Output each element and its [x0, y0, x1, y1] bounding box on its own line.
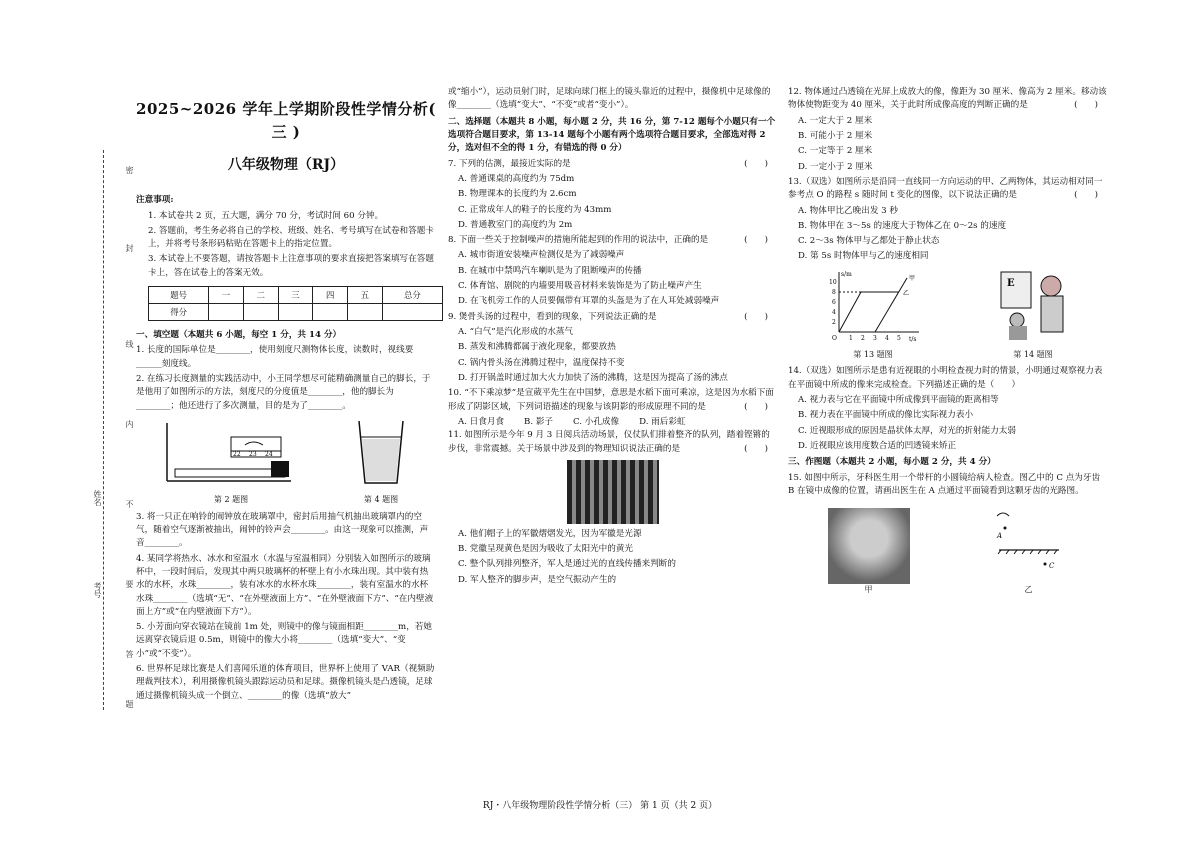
question-2: 2. 在练习长度测量的实践活动中，小王同学想尽可能精确测量自己的脚长，于是他用了如图所示的方法，刻度尺的分度值是________，他的脚长为________；他还进行了多次测量，目的是为了________。: [136, 374, 431, 411]
option: C. 正常成年人的鞋子的长度约为 43mm: [458, 204, 612, 215]
option: D. 军人整齐的脚步声，是空气振动产生的: [458, 574, 617, 585]
seal-label: 要: [125, 580, 134, 588]
score-table: [148, 286, 443, 321]
option: B. 蒸发和沸腾都属于液化现象，都要放热: [458, 342, 616, 353]
option: C. 近视眼形成的原因是晶状体太厚，对光的折射能力太弱: [798, 425, 1016, 436]
question-6: 6. 世界杯足球比赛是人们喜闻乐道的体育项目，世界杯上使用了 VAR（视频助理裁判技术），利用摄像机镜头跟踪运动员和足球。摄像机镜头是凸透镜，足球通过摄像机镜头成一个倒立、________的像（选填“放大”: [136, 664, 435, 701]
option: B. 物理课本的长度约为 2.6cm: [458, 189, 577, 200]
question-4: 4. 某同学将热水、冰水和室温水（水温与室温相同）分别装入如图所示的玻璃杯中，一段时间后，发现其中两只玻璃杯的杯壁上有小水珠出现。其中装有热水的水杯，水珠________，装有冰水的水杯水珠________，装有室温水的水杯水珠________（选填“无”、“在外壁液面上方”、“在外壁液面下方”、“在内壁液面上方”或“在内壁液面下方”）。: [136, 553, 434, 617]
figure-15-right-caption: 乙: [1024, 584, 1033, 594]
option: A. 视力表与它在平面镜中所成像到平面镜的距离相等: [798, 395, 999, 406]
seal-label: 密: [125, 166, 134, 174]
figures-13-14: [788, 268, 1108, 362]
page-subtitle: 八年级物理（RJ）: [227, 156, 345, 173]
question-12: 12. 物体通过凸透镜在光屏上成放大的像，像距为 30 厘米、像高为 2 厘米。移动该物体使物距变为 40 厘米，关于此时所成像高度的判断正确的是 ( ): [788, 87, 1107, 111]
question-7: 7. 下列的估测，最接近实际的是 ( ): [448, 158, 768, 169]
seal-label: 题: [125, 700, 134, 708]
score-cell: [243, 304, 278, 321]
graph-xlabel: t/s: [909, 335, 917, 343]
x-tick: 5: [897, 334, 901, 342]
y-tick: 2: [832, 318, 836, 326]
ruler-tick: 22: [233, 450, 241, 458]
question-8: 8. 下面一些关于控制噪声的措施所能起到的作用的说法中，正确的是 ( ): [448, 235, 768, 246]
question-10-options: [448, 416, 778, 429]
foot-ruler-diagram: [161, 417, 301, 489]
point-a: A: [996, 532, 1002, 541]
figure-13-caption: 第 13 题图: [853, 350, 893, 360]
name-label: 姓名: [93, 490, 102, 506]
svg-text:E: E: [1007, 277, 1015, 289]
option: D. 第 5s 时物体甲与乙的速度相同: [798, 251, 929, 262]
line-jia: [875, 278, 910, 332]
section3-heading: 三、作图题（本题共 2 小题，每小题 2 分，共 4 分）: [788, 457, 996, 468]
question-10: 10. “不下乘凉梦”是宣葳平先生在中国梦，意思是水稻下面可乘凉，这是因为水稻下面形成了阴影区域，下列词语描述的现象与该阴影的形成原理不同的是 ( ): [448, 388, 774, 412]
question-14: 14.（双选）如图所示是患有近视眼的小明检查视力时的情景，小明通过观察视力表在平面镜中所成的像来完成检查。下列描述正确的是（ ）: [788, 366, 1103, 390]
seal-label: 答: [125, 650, 134, 658]
parade-photo-wrap: [448, 460, 778, 524]
option: C. 体育馆、剧院的内墙要用吸音材料来装饰是为了防止噪声产生: [458, 281, 702, 292]
question-3: 3. 将一只正在响铃的闹钟放在玻璃罩中，密封后用抽气机抽出玻璃罩内的空气，随着空气逐渐被抽出，闹钟的铃声会________。由这一现象可以推测，声音________。: [136, 511, 429, 549]
line-yi-rise: [839, 292, 861, 332]
figure-14-caption: 第 14 题图: [1013, 350, 1053, 360]
option: B. 影子: [524, 416, 554, 427]
option: D. 在飞机旁工作的人员要佩带有耳罩的头盔是为了在人耳处减弱噪声: [458, 296, 720, 307]
figures-2-4: [136, 417, 436, 507]
option: A. 一定大于 2 厘米: [798, 115, 873, 126]
binding-gutter: [0, 0, 134, 849]
score-header: 五: [347, 287, 382, 304]
dentist-photo: [828, 508, 910, 584]
score-header: 一: [209, 287, 244, 304]
eye-chart-illustration: [993, 268, 1073, 344]
section1-heading: 一、填空题（本题共 6 小题，每空 1 分，共 14 分）: [136, 330, 342, 341]
ruler-tick: 23: [249, 450, 257, 458]
page-title: 2025~2026 学年上学期阶段性学情分析( 三 ): [136, 100, 436, 142]
option: C. 小孔成像: [573, 416, 620, 427]
figure-15: [788, 502, 1108, 596]
column-2: [448, 86, 778, 589]
score-cell: [278, 304, 313, 321]
option: C. 锅内骨头汤在沸腾过程中，温度保持不变: [458, 357, 625, 368]
score-header: 题号: [149, 287, 209, 304]
line-label: 甲: [909, 274, 916, 282]
option: C. 整个队列排列整齐，军人是通过光的直线传播来判断的: [458, 559, 676, 570]
option: D. 一定小于 2 厘米: [798, 161, 873, 172]
line-label: 乙: [903, 289, 910, 297]
question-6-continued: 或“缩小”），运动员射门时，足球向球门框上的镜头靠近的过程中，摄像机中足球像的像________（选填“变大”、“不变”或者“变小”）。: [448, 87, 771, 111]
y-tick: 8: [832, 288, 836, 296]
graph-origin: O: [832, 334, 837, 342]
question-13: 13.（双选）如图所示是沿同一直线同一方向运动的甲、乙两物体，其运动相对同一参考点 O 的路程 s 随时间 t 变化的图像，以下说法正确的是 ( ): [788, 176, 1103, 201]
figure-15-right: [989, 502, 1069, 596]
x-tick: 2: [861, 334, 865, 342]
y-tick: 4: [832, 308, 836, 316]
figure-4-caption: 第 4 题图: [363, 495, 399, 505]
score-cell: [347, 304, 382, 321]
figure-15-left: [828, 508, 910, 596]
note-item: 3. 本试卷上不要答题，请按答题卡上注意事项的要求直接把答案填写在答题卡上，答在试卷上的答案无效。: [148, 254, 434, 278]
option: C. 一定等于 2 厘米: [798, 146, 873, 157]
mirror-diagram: [989, 502, 1069, 578]
option: D. 打开锅盖时通过加大火力加快了汤的沸腾，这是因为提高了汤的沸点: [458, 372, 728, 383]
figure-2-caption: 第 2 题图: [213, 495, 249, 505]
eye-icon: [997, 513, 1009, 516]
question-9: 9. 煲骨头汤的过程中，看到的现象，下列说法正确的是 ( ): [448, 311, 768, 322]
note-item: 1. 本试卷共 2 页，五大题，满分 70 分，考试时间 60 分钟。: [148, 210, 384, 221]
seal-label: 封: [125, 244, 134, 252]
figure-13: [823, 268, 923, 362]
ruler-tick: 24: [265, 450, 273, 458]
x-tick: 3: [873, 334, 877, 342]
score-header: 三: [278, 287, 313, 304]
score-header: 二: [243, 287, 278, 304]
score-cell: [209, 304, 244, 321]
option: A. “白气”是汽化形成的水蒸气: [458, 327, 573, 337]
figure-14: [993, 268, 1073, 362]
x-tick: 1: [849, 334, 853, 342]
option: A. 城市街道安装噪声检测仪是为了减弱噪声: [458, 250, 625, 261]
question-11: 11. 如图所示是今年 9 月 3 日阅兵活动场景，仪仗队们排着整齐的队列，踏着铿锵的步伐，非常震撼。关于场景中涉及到的物理知识说法正确的是 ( ): [448, 430, 770, 454]
column-3: [788, 86, 1108, 600]
y-tick: 6: [832, 298, 836, 306]
option: B. 物体甲在 3～5s 的速度大于物体乙在 0～2s 的速度: [798, 220, 1007, 231]
note-item: 2. 答题前，考生务必将自己的学校、班级、姓名、考号填写在试卷和答题卡上，并将考号条形码粘贴在答题卡上的指定位置。: [148, 225, 434, 250]
glass-cup-diagram: [351, 417, 411, 489]
option: A. 日食月食: [458, 416, 505, 427]
option: B. 可能小于 2 厘米: [798, 130, 873, 141]
question-5: 5. 小芳面向穿衣镜站在镜前 1m 处，则镜中的像与镜面相距________m，若她远离穿衣镜后退 0.5m，则镜中的像大小将________（选填“变大”、“变小”或“不变”）。: [136, 622, 432, 659]
option: B. 党徽呈现黄色是因为吸收了太阳光中的黄光: [458, 544, 634, 555]
figure-2: [161, 417, 301, 507]
seal-label: 不: [125, 500, 134, 508]
question-1: 1. 长度的国际单位是________，使用刻度尺测物体长度，读数时，视线要______刻度线。: [136, 345, 414, 369]
score-cell: [313, 304, 348, 321]
figure-15-left-caption: 甲: [864, 584, 873, 594]
point-c: C: [1048, 562, 1054, 571]
graph-ylabel: s/m: [841, 270, 852, 278]
column-1: [136, 86, 436, 705]
option: B. 视力表在平面镜中所成的像比实际视力表小: [798, 410, 974, 421]
y-tick: 10: [829, 278, 837, 286]
option: A. 物体甲比乙晚出发 3 秒: [798, 205, 898, 216]
id-label: 考号: [93, 582, 102, 598]
option: D. 普通教室门的高度约为 2m: [458, 219, 573, 230]
score-label: 得分: [149, 304, 209, 321]
question-15: 15. 如图中所示，牙科医生用一个带杆的小圆镜给病人检查。图乙中的 C 点为牙齿 B 在镜中成像的位置，请画出医生在 A 点通过平面镜看到这颗牙齿的光路图。: [788, 472, 1101, 496]
seal-label: 线: [125, 340, 134, 348]
option: D. 雨后彩虹: [639, 416, 686, 427]
page-footer: RJ・八年级物理阶段性学情分析（三） 第 1 页（共 2 页）: [482, 801, 718, 811]
st-graph: [823, 268, 923, 344]
option: D. 近视眼应该用度数合适的凹透镜来矫正: [798, 441, 957, 452]
score-header: 总分: [382, 287, 442, 304]
option: C. 2～3s 物体甲与乙都处于静止状态: [798, 236, 940, 247]
parade-photo: [567, 460, 659, 524]
score-header: 四: [313, 287, 348, 304]
option: A. 他们帽子上的军徽熠熠发光，因为军徽是光源: [458, 528, 642, 539]
score-cell: [382, 304, 442, 321]
notes-heading: 注意事项:: [136, 195, 174, 206]
section2-heading: 二、选择题（本题共 8 小题，每小题 2 分，共 16 分，第 7-12 题每个小题只有一个选项符合题目要求，第 13-14 题每个小题有两个选项符合题目要求，全部选对得 2 分，选对但不全的得 1 分，有错选的得 0 分）: [448, 116, 776, 154]
exam-sheet: [96, 86, 1106, 766]
figure-4: [351, 417, 411, 507]
x-tick: 4: [885, 334, 889, 342]
option: B. 在城市中禁鸣汽车喇叭是为了阻断噪声的传播: [458, 265, 642, 276]
seal-label: 内: [125, 420, 134, 428]
option: A. 普通课桌的高度约为 75dm: [458, 173, 575, 184]
